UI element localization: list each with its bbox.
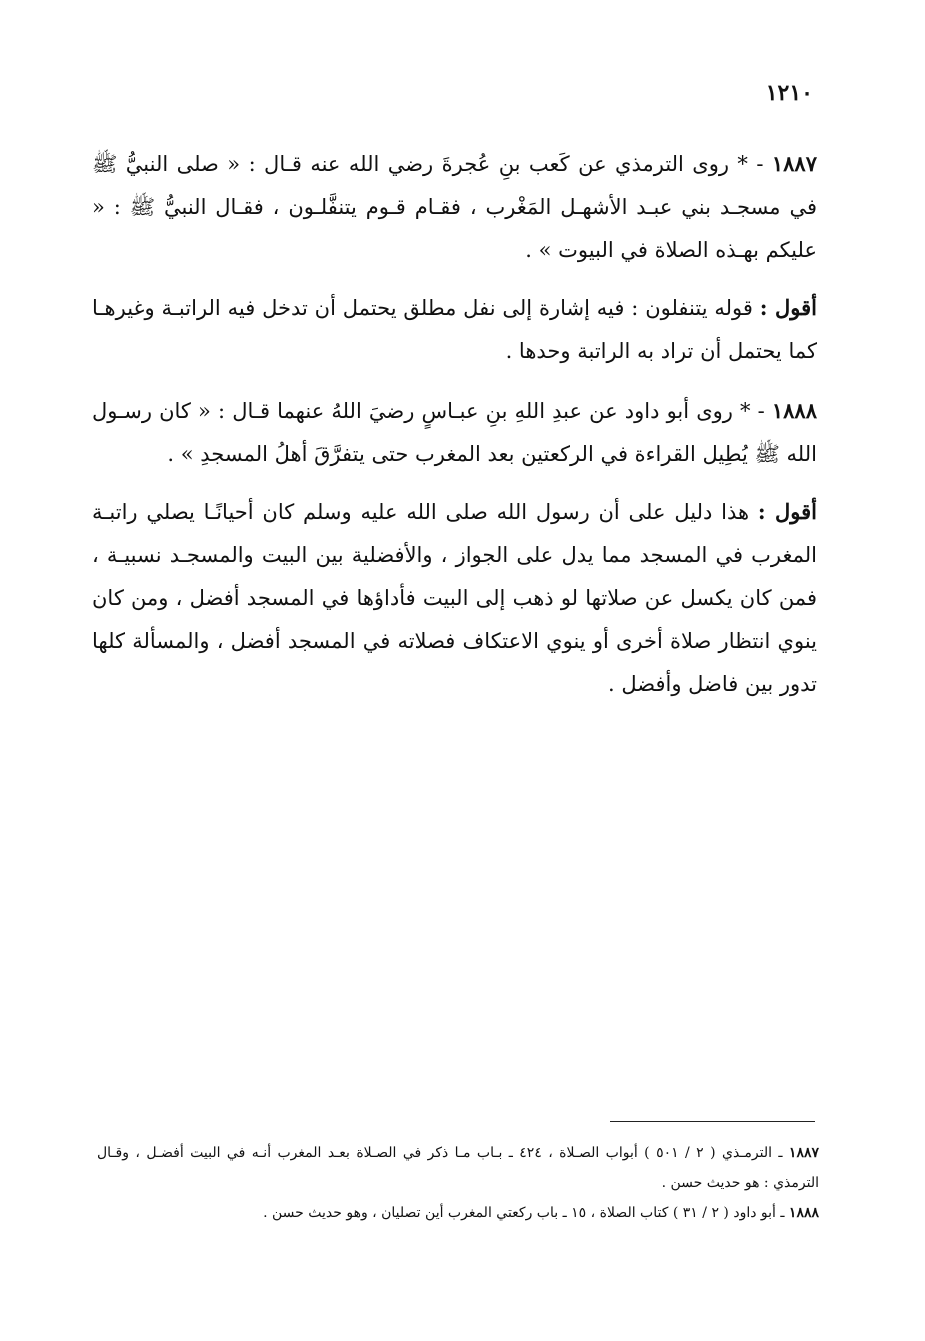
commentary-1887 [92, 286, 817, 373]
hadith-1888 [92, 389, 817, 476]
hadith-number: ١٨٨٧ [771, 151, 817, 176]
commentary-text: قوله يتنفلون : فيه إشارة إلى نفل مطلق يحتمل أن تدخل فيه الراتبـة وغيرهـا كما يحتمل أن تراد به الراتبة وحدها . [92, 296, 817, 363]
hadith-1887 [92, 142, 817, 272]
footnote-1887 [97, 1138, 819, 1198]
footnote-divider [610, 1121, 815, 1122]
main-text [92, 142, 817, 722]
commentary-lead: أقول : [757, 499, 817, 524]
footnote-1888 [97, 1198, 819, 1228]
commentary-lead: أقول : [759, 295, 818, 320]
footnote-text: ـ الترمـذي ( ٢ / ٥٠١ ) أبواب الصـلاة ، ٤٢٤ ـ بـاب مـا ذكر في الصـلاة بعـد المغرب أنـه في البيت أفضـل ، وقـال الترمذي : هو حديث حسن . [97, 1145, 819, 1191]
footnote-number: ١٨٨٨ [788, 1205, 819, 1221]
hadith-text: - * روى أبو داود عن عبدِ اللهِ بنِ عبـاسٍ رضيَ اللهُ عنهما قـال : « كان رسـول الله ﷺ يُطِيل القراءة في الركعتين بعد المغرب حتى يتفرَّقَ أهلُ المسجدِ » . [92, 399, 817, 466]
commentary-1888 [92, 490, 817, 706]
hadith-text: - * روى الترمذي عن كَعب بنِ عُجرةَ رضي الله عنه قـال : « صلى النبيُّ ﷺ في مسجـد بني عبـد الأشهـل المَغْرب ، فقـام قـوم يتنفَّلـون ، فقـال النبيُّ ﷺ : « عليكم بهـذه الصلاة في البيوت » . [92, 152, 817, 262]
footnote-text: ـ أبو داود ( ٢ / ٣١ ) كتاب الصلاة ، ١٥ ـ باب ركعتي المغرب أين تصليان ، وهو حديث حسن . [263, 1205, 789, 1221]
page-number: ١٢١٠ [765, 80, 813, 106]
footnotes [97, 1138, 819, 1228]
footnote-number: ١٨٨٧ [788, 1145, 819, 1161]
commentary-text: هذا دليل على أن رسول الله صلى الله عليه وسلم كان أحيانًـا يصلي راتبـة المغرب في المسجد مما يدل على الجواز ، والأفضلية بين البيت والمسجـد نسبيـة ، فمن كان يكسل عن صلاتها لو ذهب إلى البيت فأداؤها في المسجد أفضل ، ومن كان ينوي انتظار صلاة أخرى أو ينوي الاعتكاف فصلاته في المسجد أفضل ، والمسألة كلها تدور بين فاضل وأفضل . [92, 500, 817, 696]
hadith-number: ١٨٨٨ [771, 398, 817, 423]
